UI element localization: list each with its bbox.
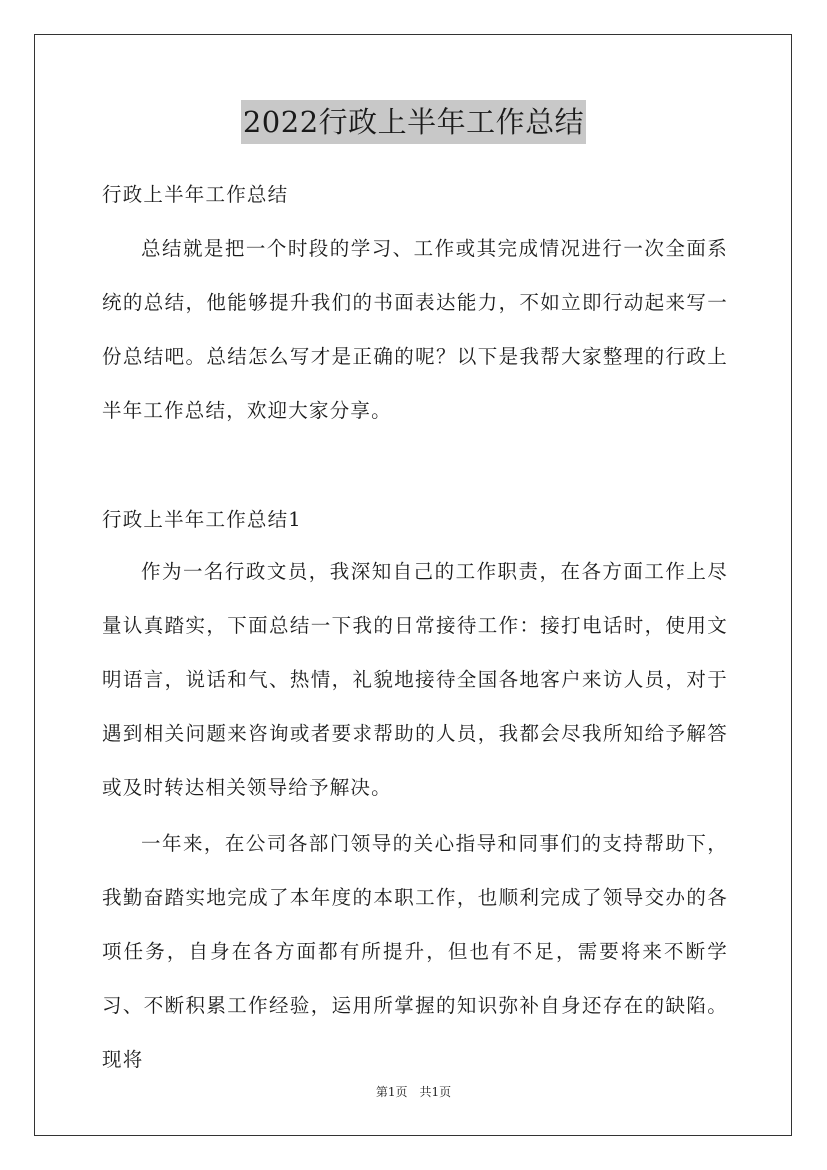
intro-paragraph: 总结就是把一个时段的学习、工作或其完成情况进行一次全面系统的总结，他能够提升我们的书面表达能力，不如立即行动起来写一份总结吧。总结怎么写才是正确的呢？以下是我帮大家整理的行政上半年工作总结，欢迎大家分享。: [102, 237, 728, 422]
subtitle: 行政上半年工作总结: [102, 183, 289, 206]
title-area: [0, 100, 827, 144]
document-title: 2022行政上半年工作总结: [241, 100, 586, 144]
section1-paragraph-2: 一年来，在公司各部门领导的关心指导和同事们的支持帮助下，我勤奋踏实地完成了本年度的本职工作，也顺利完成了领导交办的各项任务，自身在各方面都有所提升，但也有不足，需要将来不断学习、不断积累工作经验，运用所掌握的知识弥补自身还存在的缺陷。现将: [102, 832, 728, 1071]
section-heading-1: 行政上半年工作总结1: [102, 508, 302, 531]
page-footer: [0, 1083, 827, 1101]
section1-paragraph-1: 作为一名行政文员，我深知自己的工作职责，在各方面工作上尽量认真踏实，下面总结一下我的日常接待工作：接打电话时，使用文明语言，说话和气、热情，礼貌地接待全国各地客户来访人员，对于遇到相关问题来咨询或者要求帮助的人员，我都会尽我所知给予解答或及时转达相关领导给予解决。: [102, 560, 728, 799]
page-total: 共1页: [419, 1085, 452, 1099]
page-number: 第1页: [375, 1085, 408, 1099]
